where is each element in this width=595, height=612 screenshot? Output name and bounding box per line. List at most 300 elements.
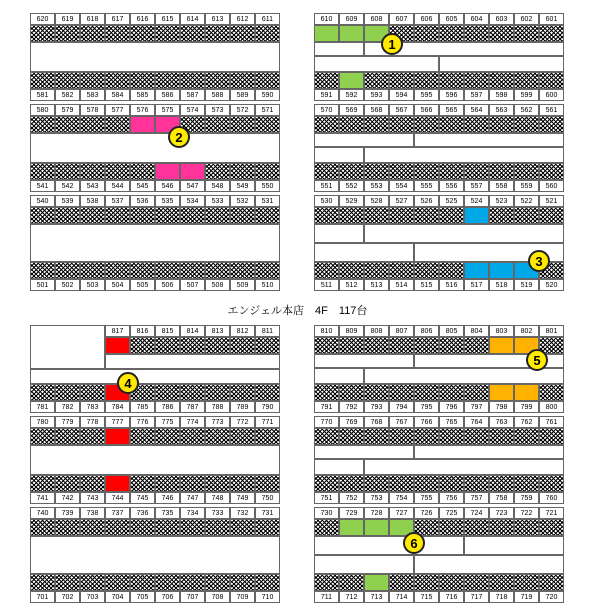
space-number-514: 514 bbox=[389, 279, 414, 291]
parking-bay bbox=[130, 207, 155, 224]
space-number-734: 734 bbox=[180, 507, 205, 519]
parking-bay bbox=[339, 428, 364, 445]
parking-bay-reserved bbox=[105, 337, 130, 354]
space-number-593: 593 bbox=[364, 89, 389, 101]
space-number-532: 532 bbox=[230, 195, 255, 207]
space-number-758: 758 bbox=[489, 492, 514, 504]
space-number-591: 591 bbox=[314, 89, 339, 101]
parking-bay bbox=[255, 72, 280, 89]
space-number-747: 747 bbox=[180, 492, 205, 504]
space-number-579: 579 bbox=[55, 104, 80, 116]
parking-bay bbox=[155, 428, 180, 445]
parking-bay bbox=[80, 207, 105, 224]
parking-bay bbox=[464, 519, 489, 536]
parking-bay bbox=[30, 262, 55, 279]
space-number-513: 513 bbox=[364, 279, 389, 291]
parking-bay bbox=[30, 116, 55, 133]
space-number-620: 620 bbox=[30, 13, 55, 25]
space-number-757: 757 bbox=[464, 492, 489, 504]
parking-bay bbox=[230, 428, 255, 445]
parking-bay bbox=[155, 337, 180, 354]
parking-bay bbox=[464, 384, 489, 401]
parking-bay bbox=[155, 519, 180, 536]
space-number-787: 787 bbox=[180, 401, 205, 413]
space-number-733: 733 bbox=[205, 507, 230, 519]
parking-bay bbox=[230, 519, 255, 536]
space-number-742: 742 bbox=[55, 492, 80, 504]
parking-bay-reserved bbox=[339, 519, 364, 536]
space-number-812: 812 bbox=[230, 325, 255, 337]
parking-bay bbox=[514, 428, 539, 445]
parking-bay bbox=[80, 25, 105, 42]
space-number-789: 789 bbox=[230, 401, 255, 413]
parking-bay bbox=[55, 207, 80, 224]
parking-bay bbox=[439, 72, 464, 89]
parking-bay bbox=[180, 25, 205, 42]
parking-bay bbox=[314, 384, 339, 401]
parking-bay bbox=[439, 25, 464, 42]
parking-bay bbox=[439, 163, 464, 180]
space-number-553: 553 bbox=[364, 180, 389, 192]
parking-bay bbox=[80, 72, 105, 89]
space-number-557: 557 bbox=[464, 180, 489, 192]
parking-bay bbox=[464, 116, 489, 133]
parking-bay bbox=[539, 25, 564, 42]
parking-bay bbox=[255, 337, 280, 354]
space-number-722: 722 bbox=[514, 507, 539, 519]
space-number-788: 788 bbox=[205, 401, 230, 413]
space-number-580: 580 bbox=[30, 104, 55, 116]
space-number-586: 586 bbox=[155, 89, 180, 101]
parking-bay bbox=[80, 428, 105, 445]
aisle bbox=[30, 445, 280, 475]
floor-caption: エンジェル本店 4F 117台 bbox=[227, 305, 368, 317]
parking-bay bbox=[55, 428, 80, 445]
space-number-800: 800 bbox=[539, 401, 564, 413]
space-number-806: 806 bbox=[414, 325, 439, 337]
space-number-704: 704 bbox=[105, 591, 130, 603]
space-number-778: 778 bbox=[80, 416, 105, 428]
parking-bay bbox=[255, 25, 280, 42]
parking-bay bbox=[55, 163, 80, 180]
space-number-724: 724 bbox=[464, 507, 489, 519]
parking-bay bbox=[389, 337, 414, 354]
parking-bay-reserved bbox=[464, 207, 489, 224]
parking-bay bbox=[105, 207, 130, 224]
space-number-563: 563 bbox=[489, 104, 514, 116]
space-number-611: 611 bbox=[255, 13, 280, 25]
parking-bay bbox=[205, 262, 230, 279]
space-number-536: 536 bbox=[130, 195, 155, 207]
space-number-615: 615 bbox=[155, 13, 180, 25]
parking-bay bbox=[80, 519, 105, 536]
space-number-761: 761 bbox=[539, 416, 564, 428]
parking-bay bbox=[489, 519, 514, 536]
parking-bay bbox=[389, 574, 414, 591]
space-number-817: 817 bbox=[105, 325, 130, 337]
space-number-816: 816 bbox=[130, 325, 155, 337]
space-number-502: 502 bbox=[55, 279, 80, 291]
space-number-725: 725 bbox=[439, 507, 464, 519]
space-number-749: 749 bbox=[230, 492, 255, 504]
space-number-792: 792 bbox=[339, 401, 364, 413]
parking-bay bbox=[130, 25, 155, 42]
space-number-587: 587 bbox=[180, 89, 205, 101]
space-number-598: 598 bbox=[489, 89, 514, 101]
parking-bay bbox=[339, 163, 364, 180]
space-number-793: 793 bbox=[364, 401, 389, 413]
space-number-568: 568 bbox=[364, 104, 389, 116]
space-number-551: 551 bbox=[314, 180, 339, 192]
space-number-723: 723 bbox=[489, 507, 514, 519]
marker-1: 1 bbox=[381, 33, 403, 55]
parking-bay-reserved bbox=[314, 25, 339, 42]
parking-bay bbox=[364, 475, 389, 492]
space-number-713: 713 bbox=[364, 591, 389, 603]
space-number-581: 581 bbox=[30, 89, 55, 101]
parking-bay bbox=[105, 262, 130, 279]
space-number-717: 717 bbox=[464, 591, 489, 603]
marker-6: 6 bbox=[403, 532, 425, 554]
aisle-lane bbox=[314, 354, 414, 368]
parking-bay bbox=[439, 384, 464, 401]
parking-bay bbox=[439, 337, 464, 354]
space-number-596: 596 bbox=[439, 89, 464, 101]
parking-bay-reserved bbox=[464, 262, 489, 279]
space-number-721: 721 bbox=[539, 507, 564, 519]
space-number-740: 740 bbox=[30, 507, 55, 519]
parking-bay bbox=[514, 475, 539, 492]
space-number-751: 751 bbox=[314, 492, 339, 504]
space-number-584: 584 bbox=[105, 89, 130, 101]
space-number-505: 505 bbox=[130, 279, 155, 291]
parking-bay bbox=[489, 25, 514, 42]
space-number-773: 773 bbox=[205, 416, 230, 428]
parking-bay bbox=[314, 72, 339, 89]
parking-bay bbox=[255, 384, 280, 401]
parking-bay bbox=[130, 428, 155, 445]
aisle-lane bbox=[314, 536, 464, 555]
parking-bay-reserved bbox=[489, 262, 514, 279]
parking-bay bbox=[539, 428, 564, 445]
parking-bay bbox=[314, 163, 339, 180]
space-number-574: 574 bbox=[180, 104, 205, 116]
parking-bay bbox=[155, 384, 180, 401]
aisle bbox=[30, 133, 280, 163]
parking-bay bbox=[80, 384, 105, 401]
parking-bay bbox=[55, 519, 80, 536]
parking-bay bbox=[414, 262, 439, 279]
parking-bay bbox=[489, 475, 514, 492]
space-number-815: 815 bbox=[155, 325, 180, 337]
space-number-781: 781 bbox=[30, 401, 55, 413]
space-number-544: 544 bbox=[105, 180, 130, 192]
space-number-769: 769 bbox=[339, 416, 364, 428]
space-number-804: 804 bbox=[464, 325, 489, 337]
space-number-552: 552 bbox=[339, 180, 364, 192]
parking-bay bbox=[464, 574, 489, 591]
space-number-605: 605 bbox=[439, 13, 464, 25]
space-number-779: 779 bbox=[55, 416, 80, 428]
space-number-599: 599 bbox=[514, 89, 539, 101]
parking-bay bbox=[130, 519, 155, 536]
space-number-545: 545 bbox=[130, 180, 155, 192]
space-number-590: 590 bbox=[255, 89, 280, 101]
parking-bay bbox=[464, 25, 489, 42]
parking-bay-reserved bbox=[489, 384, 514, 401]
parking-bay bbox=[489, 163, 514, 180]
space-number-750: 750 bbox=[255, 492, 280, 504]
space-number-760: 760 bbox=[539, 492, 564, 504]
parking-bay bbox=[80, 163, 105, 180]
space-number-541: 541 bbox=[30, 180, 55, 192]
parking-bay bbox=[155, 207, 180, 224]
space-number-510: 510 bbox=[255, 279, 280, 291]
parking-bay bbox=[414, 72, 439, 89]
space-number-570: 570 bbox=[314, 104, 339, 116]
parking-bay bbox=[155, 262, 180, 279]
parking-bay-reserved bbox=[155, 163, 180, 180]
parking-bay bbox=[230, 116, 255, 133]
parking-bay bbox=[414, 475, 439, 492]
space-number-746: 746 bbox=[155, 492, 180, 504]
aisle-lane bbox=[314, 555, 414, 574]
parking-bay bbox=[389, 475, 414, 492]
space-number-519: 519 bbox=[514, 279, 539, 291]
space-number-736: 736 bbox=[130, 507, 155, 519]
parking-bay-reserved bbox=[514, 384, 539, 401]
parking-bay bbox=[130, 72, 155, 89]
parking-bay bbox=[55, 384, 80, 401]
space-number-506: 506 bbox=[155, 279, 180, 291]
parking-bay bbox=[339, 262, 364, 279]
parking-bay bbox=[489, 207, 514, 224]
space-number-772: 772 bbox=[230, 416, 255, 428]
parking-bay bbox=[414, 337, 439, 354]
parking-bay bbox=[230, 262, 255, 279]
parking-bay bbox=[255, 475, 280, 492]
space-number-796: 796 bbox=[439, 401, 464, 413]
space-number-534: 534 bbox=[180, 195, 205, 207]
parking-bay bbox=[439, 475, 464, 492]
space-number-508: 508 bbox=[205, 279, 230, 291]
parking-bay bbox=[539, 163, 564, 180]
parking-bay bbox=[105, 25, 130, 42]
parking-bay bbox=[314, 207, 339, 224]
space-number-535: 535 bbox=[155, 195, 180, 207]
parking-bay bbox=[514, 72, 539, 89]
space-number-576: 576 bbox=[130, 104, 155, 116]
parking-bay bbox=[55, 262, 80, 279]
space-number-726: 726 bbox=[414, 507, 439, 519]
space-number-759: 759 bbox=[514, 492, 539, 504]
space-number-518: 518 bbox=[489, 279, 514, 291]
parking-bay bbox=[314, 262, 339, 279]
space-number-547: 547 bbox=[180, 180, 205, 192]
parking-bay bbox=[205, 72, 230, 89]
space-number-813: 813 bbox=[205, 325, 230, 337]
parking-bay bbox=[255, 574, 280, 591]
space-number-715: 715 bbox=[414, 591, 439, 603]
aisle-lane bbox=[364, 147, 564, 163]
parking-bay bbox=[389, 116, 414, 133]
space-number-710: 710 bbox=[255, 591, 280, 603]
space-number-520: 520 bbox=[539, 279, 564, 291]
parking-bay bbox=[230, 574, 255, 591]
space-number-529: 529 bbox=[339, 195, 364, 207]
parking-bay bbox=[55, 72, 80, 89]
space-number-548: 548 bbox=[205, 180, 230, 192]
parking-bay bbox=[439, 207, 464, 224]
space-number-564: 564 bbox=[464, 104, 489, 116]
space-number-707: 707 bbox=[180, 591, 205, 603]
parking-bay bbox=[180, 519, 205, 536]
parking-bay bbox=[130, 337, 155, 354]
space-number-578: 578 bbox=[80, 104, 105, 116]
space-number-524: 524 bbox=[464, 195, 489, 207]
parking-bay bbox=[255, 163, 280, 180]
space-number-775: 775 bbox=[155, 416, 180, 428]
parking-bay bbox=[180, 384, 205, 401]
parking-bay bbox=[55, 116, 80, 133]
parking-bay bbox=[389, 163, 414, 180]
aisle-corner bbox=[30, 325, 105, 369]
parking-bay bbox=[130, 574, 155, 591]
aisle-lane bbox=[314, 368, 364, 384]
aisle-lane bbox=[314, 42, 364, 56]
space-number-516: 516 bbox=[439, 279, 464, 291]
space-number-701: 701 bbox=[30, 591, 55, 603]
parking-bay bbox=[364, 337, 389, 354]
space-number-737: 737 bbox=[105, 507, 130, 519]
parking-bay bbox=[105, 574, 130, 591]
parking-bay bbox=[389, 384, 414, 401]
space-number-774: 774 bbox=[180, 416, 205, 428]
parking-bay-reserved bbox=[130, 116, 155, 133]
parking-bay bbox=[514, 519, 539, 536]
parking-bay bbox=[539, 384, 564, 401]
parking-bay bbox=[30, 574, 55, 591]
space-number-784: 784 bbox=[105, 401, 130, 413]
parking-bay bbox=[464, 337, 489, 354]
space-number-606: 606 bbox=[414, 13, 439, 25]
space-number-616: 616 bbox=[130, 13, 155, 25]
parking-bay bbox=[80, 574, 105, 591]
parking-bay bbox=[314, 475, 339, 492]
space-number-555: 555 bbox=[414, 180, 439, 192]
parking-bay-reserved bbox=[105, 475, 130, 492]
space-number-716: 716 bbox=[439, 591, 464, 603]
aisle bbox=[30, 536, 280, 574]
parking-bay bbox=[230, 207, 255, 224]
space-number-559: 559 bbox=[514, 180, 539, 192]
parking-bay bbox=[205, 519, 230, 536]
parking-bay bbox=[514, 163, 539, 180]
space-number-811: 811 bbox=[255, 325, 280, 337]
space-number-735: 735 bbox=[155, 507, 180, 519]
space-number-730: 730 bbox=[314, 507, 339, 519]
space-number-597: 597 bbox=[464, 89, 489, 101]
space-number-511: 511 bbox=[314, 279, 339, 291]
space-number-720: 720 bbox=[539, 591, 564, 603]
parking-bay bbox=[314, 519, 339, 536]
space-number-762: 762 bbox=[514, 416, 539, 428]
space-number-617: 617 bbox=[105, 13, 130, 25]
parking-bay bbox=[314, 116, 339, 133]
parking-bay bbox=[30, 25, 55, 42]
parking-bay bbox=[539, 207, 564, 224]
space-number-729: 729 bbox=[339, 507, 364, 519]
space-number-718: 718 bbox=[489, 591, 514, 603]
parking-bay bbox=[339, 337, 364, 354]
space-number-770: 770 bbox=[314, 416, 339, 428]
parking-bay bbox=[464, 72, 489, 89]
space-number-711: 711 bbox=[314, 591, 339, 603]
parking-bay bbox=[414, 428, 439, 445]
parking-bay bbox=[339, 384, 364, 401]
space-number-712: 712 bbox=[339, 591, 364, 603]
space-number-526: 526 bbox=[414, 195, 439, 207]
parking-bay bbox=[205, 207, 230, 224]
space-number-791: 791 bbox=[314, 401, 339, 413]
space-number-732: 732 bbox=[230, 507, 255, 519]
aisle-lane bbox=[364, 224, 564, 243]
space-number-521: 521 bbox=[539, 195, 564, 207]
space-number-582: 582 bbox=[55, 89, 80, 101]
space-number-763: 763 bbox=[489, 416, 514, 428]
space-number-614: 614 bbox=[180, 13, 205, 25]
parking-bay-reserved bbox=[105, 428, 130, 445]
space-number-607: 607 bbox=[389, 13, 414, 25]
parking-bay bbox=[205, 25, 230, 42]
parking-bay bbox=[514, 574, 539, 591]
parking-bay bbox=[414, 116, 439, 133]
space-number-802: 802 bbox=[514, 325, 539, 337]
space-number-592: 592 bbox=[339, 89, 364, 101]
parking-bay bbox=[414, 574, 439, 591]
space-number-731: 731 bbox=[255, 507, 280, 519]
space-number-805: 805 bbox=[439, 325, 464, 337]
space-number-738: 738 bbox=[80, 507, 105, 519]
space-number-546: 546 bbox=[155, 180, 180, 192]
parking-bay bbox=[439, 116, 464, 133]
space-number-585: 585 bbox=[130, 89, 155, 101]
space-number-565: 565 bbox=[439, 104, 464, 116]
aisle-lane bbox=[314, 56, 439, 72]
space-number-719: 719 bbox=[514, 591, 539, 603]
parking-bay bbox=[339, 574, 364, 591]
space-number-572: 572 bbox=[230, 104, 255, 116]
space-number-523: 523 bbox=[489, 195, 514, 207]
parking-bay bbox=[180, 72, 205, 89]
parking-bay bbox=[439, 262, 464, 279]
space-number-610: 610 bbox=[314, 13, 339, 25]
parking-bay bbox=[364, 116, 389, 133]
parking-bay bbox=[30, 72, 55, 89]
space-number-608: 608 bbox=[364, 13, 389, 25]
parking-bay-reserved bbox=[339, 25, 364, 42]
space-number-509: 509 bbox=[230, 279, 255, 291]
space-number-600: 600 bbox=[539, 89, 564, 101]
parking-bay bbox=[414, 163, 439, 180]
space-number-549: 549 bbox=[230, 180, 255, 192]
parking-bay bbox=[514, 25, 539, 42]
parking-bay bbox=[230, 337, 255, 354]
space-number-803: 803 bbox=[489, 325, 514, 337]
space-number-744: 744 bbox=[105, 492, 130, 504]
parking-bay bbox=[339, 207, 364, 224]
parking-bay bbox=[230, 384, 255, 401]
